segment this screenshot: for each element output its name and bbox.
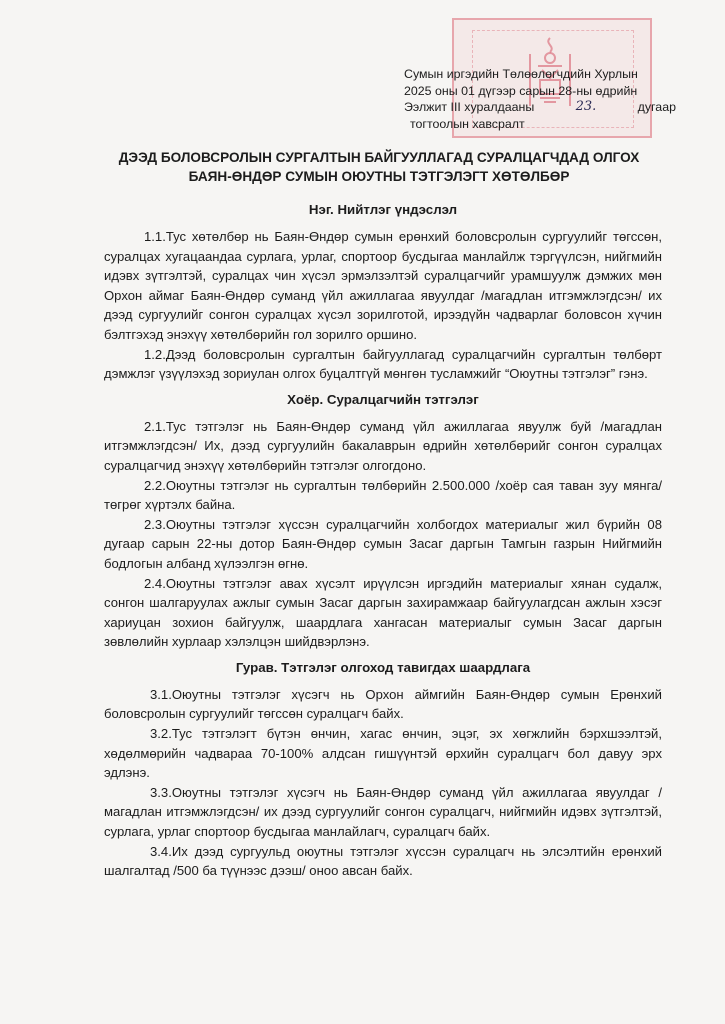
section-1-heading: Нэг. Нийтлэг үндэслэл bbox=[308, 202, 458, 217]
document-body bbox=[104, 200, 662, 881]
paragraph-2-3: 2.3.Оюутны тэтгэлэг хүссэн суралцагчийн холбогдох материалыг жил бүрийн 08 дугаар сарын 22-ны дотор Баян-Өндөр сумын Засаг даргын Тамгын газрын Нийгмийн бодлогын албанд хүлээлгэн өгнө. bbox=[104, 516, 662, 571]
paragraph-2-2: 2.2.Оюутны тэтгэлэг нь сургалтын төлбөрийн 2.500.000 /хоёр сая таван зуу мянга/ төгрөг хүртэлх байна. bbox=[104, 477, 662, 513]
resolution-line-1: Сумын иргэдийн Төлөөлөгчдийн Хурлын bbox=[404, 67, 638, 81]
paragraph-3-1: 3.1.Оюутны тэтгэлэг хүсэгч нь Орхон аймгийн Баян-Өндөр сумын Ерөнхий боловсролын сургуулийг төгссөн суралцагч байх. bbox=[104, 686, 662, 722]
resolution-line-3 bbox=[404, 99, 676, 116]
paragraph-2-1: 2.1.Тус тэтгэлэг нь Баян-Өндөр суманд үйл ажиллагаа явуулж буй /магадлан итгэмжлэгдсэн/ Их, дээд сургуулийн бакалаврын өдрийн хөтөлбөрийг сонгон суралцах суралцагчид энэхүү хөтөлбөрийн тэтгэлэг олгогдоно. bbox=[104, 418, 662, 473]
session-name: Ээлжит III хуралдааны bbox=[404, 100, 535, 114]
section-3-heading: Гурав. Тэтгэлэг олгоход тавигдах шаардлага bbox=[235, 659, 531, 675]
resolution-annex-note bbox=[404, 66, 676, 132]
paragraph-3-2: 3.2.Тус тэтгэлэгт бүтэн өнчин, хагас өнчин, эцэг, эх хөгжлийн бэрхшээлтэй, хөдөлмөрийн чадвараа 70-100% алдсан гишүүнтэй өрхийн суралцагч бол давуу эрх эдлэнэ. bbox=[104, 726, 662, 781]
document-title bbox=[96, 148, 662, 186]
section-2 bbox=[104, 390, 662, 652]
section-3 bbox=[104, 658, 662, 881]
resolution-line-2: 2025 оны 01 дүгээр сарын 28-ны өдрийн bbox=[404, 83, 638, 98]
paragraph-2-4: 2.4.Оюутны тэтгэлэг авах хүсэлт ирүүлсэн иргэдийн материалыг хянан судалж, сонгон шалгаруулах ажлыг сумын Засаг даргын захирамжаар байгуулагдсан ажлын хэсэг хариуцан зохион байгуулж, шаардлага хангасан материалыг сумын Засаг даргын зөвлөлийн хурлаар хэлэлцэн шийдвэрлэнэ. bbox=[104, 575, 662, 650]
paragraph-1-2: 1.2.Дээд боловсролын сургалтын байгууллагад суралцагчийн сургалтын төлбөрт дэмжлэг үзүүлэхэд зориулан олгох буцалтгүй мөнгөн тусламжийг “Оюутны тэтгэлэг” гэнэ. bbox=[104, 346, 662, 382]
paragraph-3-4: 3.4.Их дээд сургуульд оюутны тэтгэлэг хүссэн суралцагч нь элсэлтийн ерөнхий шалгалтад /500 ба түүнээс дээш/ оноо авсан байх. bbox=[104, 843, 662, 879]
paragraph-3-3: 3.3.Оюутны тэтгэлэг хүсэгч нь Баян-Өндөр суманд үйл ажиллагаа явуулдаг /магадлан итгэмжлэгдсэн/ их дээд сургуулийг сонгон суралцагч, нийгмийн идэвх зүтгэлтэй, сурлага, урлаг спортоор бусдыгаа манлайлагч, суралцагч байх. bbox=[104, 784, 662, 840]
resolution-number-handwritten: 23. bbox=[575, 99, 597, 114]
resolution-line-4: тогтоолын хавсралт bbox=[410, 116, 525, 131]
paragraph-1-1: 1.1.Тус хөтөлбөр нь Баян-Өндөр сумын ерөнхий боловсролын сургуулийг төгссөн, суралцах хугацаандаа сурлага, урлаг, спортоор бусдыгаа манлайлж тэргүүлсэн, нийгмийн идэвх зүтгэлтэй, суралцах чин хүсэл эрмэлзэлтэй суралцагчийг урамшуулж дэмжих мөн Орхон аймаг Баян-Өндөр суманд үйл ажиллагаа явуулдаг /магадлан итгэмжлэгдсэн/ их дээд сургуулийг сонгон суралцах хүсэл зорилготой, ирээдүйн чадварлаг боловсон хүчин бэлтгэхэд энэхүү хөтөлбөрийн гол зорилго оршино. bbox=[104, 229, 662, 342]
resolution-number-suffix: дугаар bbox=[637, 100, 676, 114]
title-line-2: БАЯН-ӨНДӨР СУМЫН ОЮУТНЫ ТЭТГЭЛЭГТ ХӨТӨЛБӨР bbox=[188, 169, 570, 184]
section-2-heading: Хоёр. Суралцагчийн тэтгэлэг bbox=[287, 391, 479, 407]
title-line-1: ДЭЭД БОЛОВСРОЛЫН СУРГАЛТЫН БАЙГУУЛЛАГАД СУРАЛЦАГЧДАД ОЛГОХ bbox=[118, 150, 640, 165]
